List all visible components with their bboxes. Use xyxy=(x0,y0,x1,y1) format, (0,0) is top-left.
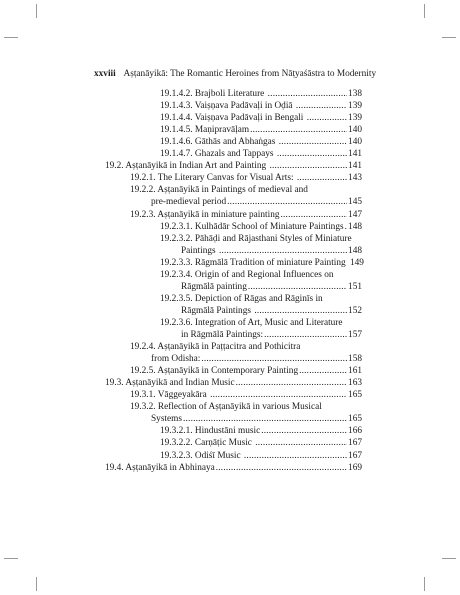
toc-entry-title: 19.2.3.4. Origin of and Regional Influences on xyxy=(160,269,334,280)
running-title: Aṣṭanāyikā: The Romantic Heroines from Nāṭyaśāstra to Modernity xyxy=(123,69,377,79)
toc-entry-title: Rāgmālā Paintings xyxy=(181,305,254,316)
toc-page-number: 163 xyxy=(348,378,362,389)
toc-dot-leader xyxy=(268,88,347,100)
toc-entry-line xyxy=(105,462,362,474)
toc-entry-line xyxy=(160,257,362,269)
toc-page-number: 149 xyxy=(350,257,364,268)
toc-page-number: 157 xyxy=(348,329,362,340)
toc-entry-title: 19.1.4.2. Brajboli Literature xyxy=(160,89,267,99)
toc-dot-leader xyxy=(261,425,347,437)
toc-entry[interactable] xyxy=(105,462,362,474)
toc-entry[interactable] xyxy=(160,148,362,160)
toc-entry-title: 19.2.2. Aṣṭanāyikā in Paintings of medieval and xyxy=(130,185,308,196)
toc-entry-title: 19.3.1. Vāggeyakāra xyxy=(130,390,210,401)
toc-entry-line xyxy=(160,281,362,293)
toc-entry-line xyxy=(130,209,362,221)
toc-page-number: 151 xyxy=(348,281,362,292)
toc-entry[interactable] xyxy=(160,112,362,124)
toc-dot-leader xyxy=(244,450,347,462)
toc-entry-line xyxy=(160,305,362,317)
toc-page-number: 140 xyxy=(348,137,362,148)
toc-entry-title: 19.2.5. Aṣṭanāyikā in Contemporary Painting xyxy=(130,366,299,377)
toc-entry-line xyxy=(130,401,362,413)
toc-dot-leader xyxy=(255,437,347,449)
toc-entry-line xyxy=(160,221,362,233)
toc-dot-leader xyxy=(297,172,347,184)
toc-entry-line xyxy=(160,88,362,100)
toc-page-number: 140 xyxy=(348,125,362,136)
toc-dot-leader xyxy=(250,124,347,136)
toc-entry[interactable] xyxy=(160,136,362,148)
toc-entry[interactable] xyxy=(160,124,362,136)
toc-dot-leader xyxy=(345,221,347,233)
toc-entry[interactable] xyxy=(160,293,362,317)
toc-entry-line xyxy=(105,160,362,172)
toc-dot-leader xyxy=(254,305,347,317)
toc-entry[interactable] xyxy=(130,401,362,425)
toc-page-number: 139 xyxy=(348,101,362,112)
toc-dot-leader xyxy=(299,365,347,377)
toc-entry-line xyxy=(130,184,362,196)
toc-page-number: 152 xyxy=(348,305,362,316)
toc-entry-line xyxy=(160,233,362,245)
toc-entry-title: 19.4. Aṣṭanāyikā in Abhinaya xyxy=(105,462,215,473)
toc-entry-title: 19.2.4. Aṣṭanāyikā in Paṭṭacitra and Pothicitra xyxy=(130,342,301,353)
toc-page-number: 143 xyxy=(348,173,362,184)
toc-entry-title: 19.1.4.6. Gāthās and Abhaṅgas xyxy=(160,137,278,148)
toc-page-number: 139 xyxy=(348,113,362,124)
toc-entry-title: 19.2.3.2. Pāhāḍi and Rājasthani Styles of Miniature xyxy=(160,233,352,244)
toc-entry[interactable] xyxy=(105,160,362,172)
toc-page-number: 141 xyxy=(348,161,362,172)
toc-page-number: 165 xyxy=(348,414,362,425)
toc-entry-title: Systems xyxy=(151,414,182,425)
toc-entry[interactable] xyxy=(160,100,362,112)
toc-entry-line xyxy=(130,196,362,208)
toc-entry-title: 19.3.2.2. Carṇāṭic Music xyxy=(160,438,255,449)
toc-entry-line xyxy=(160,112,362,124)
toc-entry-line xyxy=(105,377,362,389)
toc-dot-leader xyxy=(210,389,347,401)
toc-page-number: 169 xyxy=(348,462,362,473)
toc-dot-leader xyxy=(216,462,347,474)
toc-entry[interactable] xyxy=(160,425,362,437)
toc-dot-leader xyxy=(296,100,347,112)
toc-entry[interactable] xyxy=(105,377,362,389)
toc-entry-title: in Rāgmālā Paintings: xyxy=(181,329,264,340)
page-number: xxviii xyxy=(94,69,116,79)
toc-entry[interactable] xyxy=(130,389,362,401)
toc-entry-line xyxy=(160,124,362,136)
toc-entry-title: 19.2.3.5. Depiction of Rāgas and Rāginīs in xyxy=(160,293,323,304)
toc-entry-line xyxy=(160,425,362,437)
toc-entry[interactable] xyxy=(160,233,362,257)
toc-page-number: 141 xyxy=(348,149,362,160)
toc-entry-line xyxy=(130,413,362,425)
toc-entry-line xyxy=(130,341,362,353)
toc-entry[interactable] xyxy=(130,365,362,377)
toc-page-number: 138 xyxy=(348,89,362,99)
toc-entry-title: 19.1.4.7. Ghazals and Tappays xyxy=(160,149,276,160)
toc-page-number: 148 xyxy=(348,221,362,232)
toc-entry-title: 19.2.3.3. Rāgmālā Tradition of miniature Painting xyxy=(160,257,348,268)
toc-entry-title: Paintings xyxy=(181,245,218,256)
toc-entry[interactable] xyxy=(160,221,362,233)
toc-entry[interactable] xyxy=(160,437,362,449)
toc-entry-line xyxy=(130,389,362,401)
toc-dot-leader xyxy=(248,281,347,293)
toc-page-number: 166 xyxy=(348,426,362,437)
toc-page-number: 145 xyxy=(348,197,362,208)
toc-entry-title: 19.3.2.3. Odiśī Music xyxy=(160,450,243,461)
toc-dot-leader xyxy=(227,196,347,208)
toc-entry-line xyxy=(160,245,362,257)
toc-entry-line xyxy=(130,172,362,184)
toc-dot-leader xyxy=(307,112,347,124)
toc-dot-leader xyxy=(183,413,347,425)
toc-entry-line xyxy=(160,136,362,148)
toc-entry[interactable] xyxy=(130,341,362,365)
toc-entry[interactable] xyxy=(160,317,362,341)
toc-entry-title: from Odisha: xyxy=(151,354,201,365)
toc-entry-line xyxy=(160,269,362,281)
toc-entry[interactable] xyxy=(160,269,362,293)
toc-entry-line xyxy=(160,148,362,160)
toc-page-number: 161 xyxy=(348,366,362,377)
toc-entry[interactable] xyxy=(130,172,362,184)
toc-entry-line xyxy=(130,365,362,377)
toc-entry-title: Rāgmālā painting xyxy=(181,281,247,292)
toc-page-number: 148 xyxy=(348,245,362,256)
toc-entry-title: 19.3. Aṣṭanāyikā and Indian Music xyxy=(105,378,235,389)
toc-entry-title: 19.2.3.1. Kulhādār School of Miniature Paintings xyxy=(160,221,344,232)
toc-entry-line xyxy=(160,450,362,462)
toc-entry-title: 19.2.1. The Literary Canvas for Visual Arts: xyxy=(130,173,296,184)
toc-dot-leader xyxy=(269,160,347,172)
toc-entry-title: 19.2.3. Aṣṭanāyikā in miniature painting xyxy=(130,209,280,220)
toc-dot-leader xyxy=(264,329,347,341)
toc-entry[interactable] xyxy=(160,257,362,269)
toc-entry-line xyxy=(160,317,362,329)
toc-entry-title: 19.2. Aṣṭanāyikā in Indian Art and Painting xyxy=(105,161,269,172)
toc-entry-title: pre-medieval period xyxy=(151,197,227,208)
toc-entry-line xyxy=(160,329,362,341)
toc-entry[interactable] xyxy=(160,88,362,100)
toc-dot-leader xyxy=(201,353,347,365)
toc-page-number: 167 xyxy=(348,438,362,449)
toc-entry-line xyxy=(130,353,362,365)
toc-entry[interactable] xyxy=(160,450,362,462)
toc-entry-title: 19.1.4.5. Maṇipravāḷam xyxy=(160,125,250,136)
toc-dot-leader xyxy=(281,209,348,221)
toc-entry-title: 19.1.4.4. Vaiṣṇava Padāvaḷi in Bengali xyxy=(160,113,306,124)
toc-entry-line xyxy=(160,100,362,112)
toc-entry-title: 19.2.3.6. Integration of Art, Music and Literature xyxy=(160,317,343,328)
toc-dot-leader xyxy=(219,245,347,257)
toc-entry-title: 19.3.2.1. Hindustāni music xyxy=(160,426,261,437)
toc-page-number: 147 xyxy=(348,209,362,220)
toc-dot-leader xyxy=(279,136,347,148)
toc-page-number: 158 xyxy=(348,354,362,365)
toc-page-number: 167 xyxy=(348,450,362,461)
toc-page-number: 165 xyxy=(348,390,362,401)
toc-entry[interactable] xyxy=(130,184,362,208)
toc-entry-line xyxy=(160,293,362,305)
toc-entry[interactable] xyxy=(130,209,362,221)
toc-entry-line xyxy=(160,437,362,449)
toc-entry-title: 19.1.4.3. Vaiṣṇava Padāvaḷi in Oḍiā xyxy=(160,101,295,112)
toc-entry-title: 19.3.2. Reflection of Aṣṭanāyikā in various Musical xyxy=(130,402,322,413)
toc-dot-leader xyxy=(277,148,347,160)
toc-dot-leader xyxy=(236,377,347,389)
